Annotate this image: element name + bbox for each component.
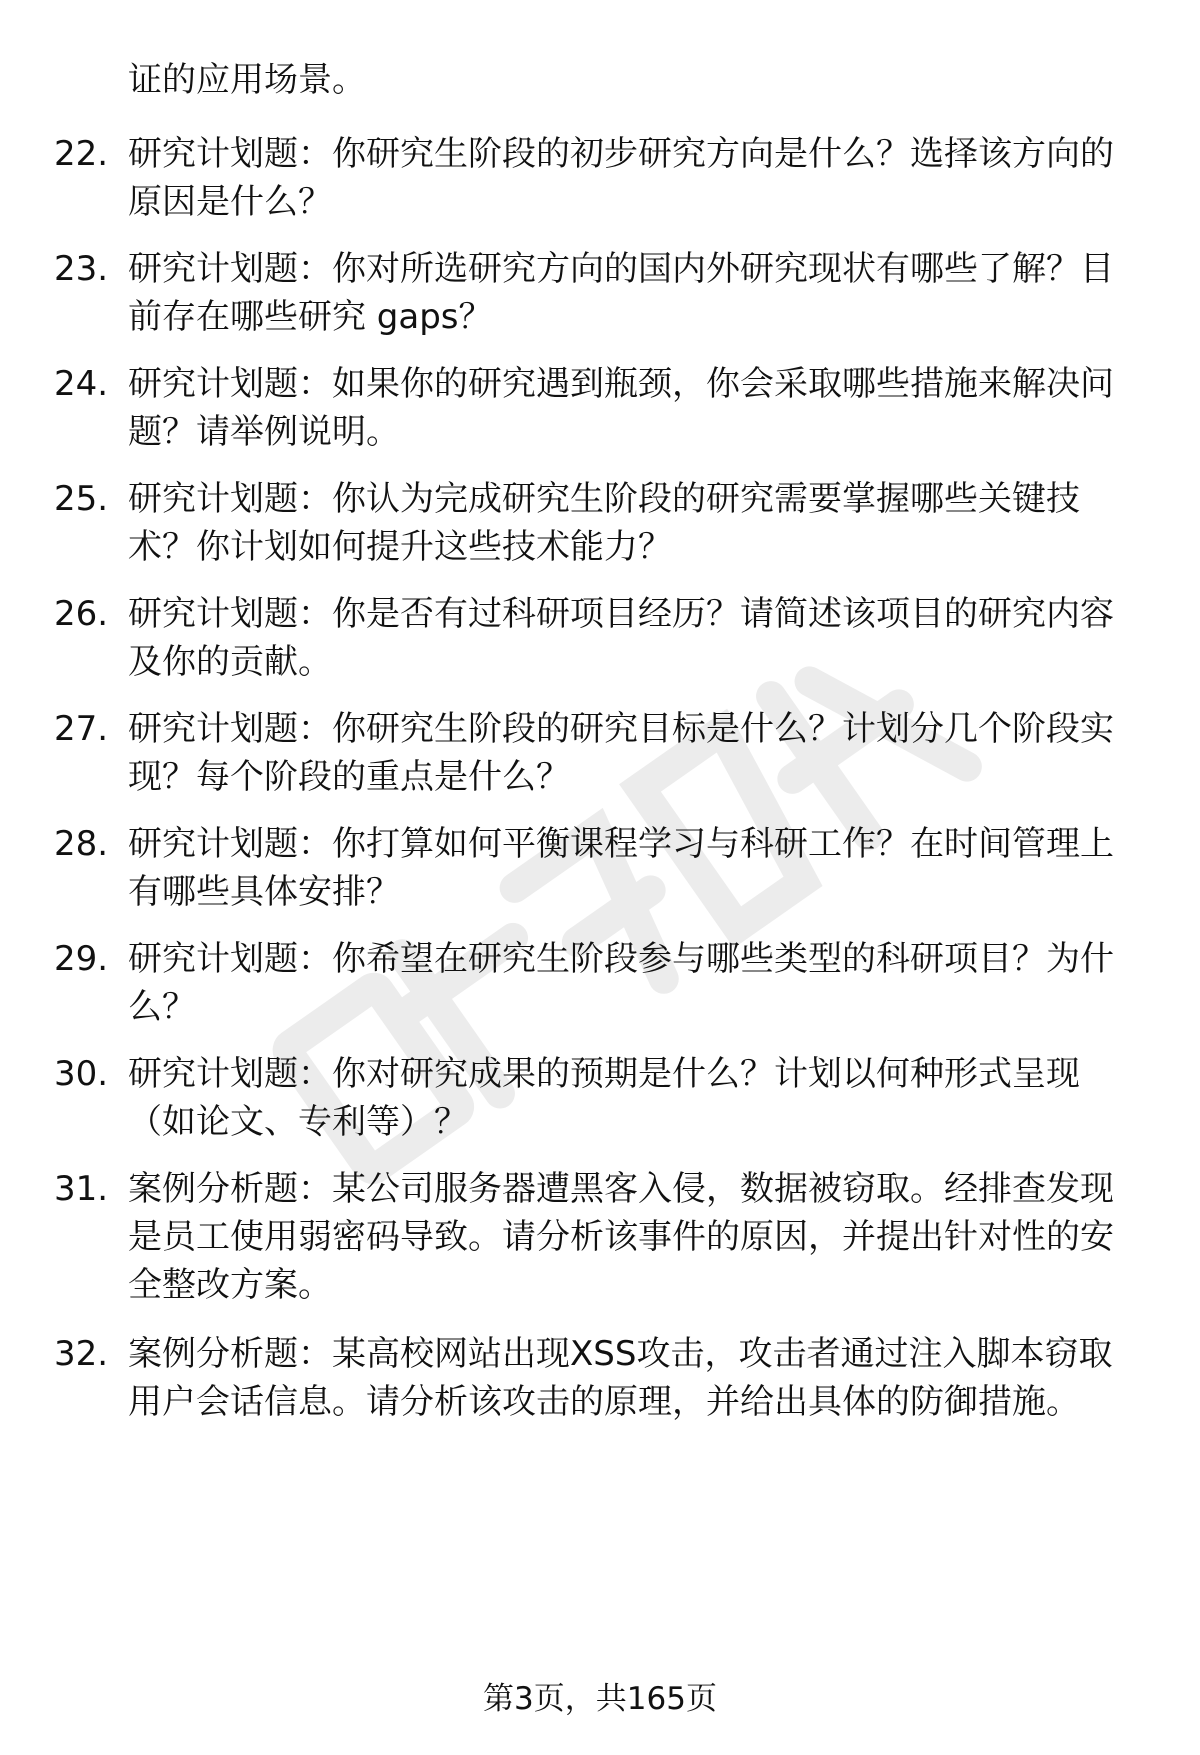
item-number: 23. xyxy=(54,249,109,289)
item-number: 28. xyxy=(54,824,109,864)
item-text: 研究计划题：你对研究成果的预期是什么？计划以何种形式呈现（如论文、专利等）？ xyxy=(128,1054,1080,1142)
item-number: 27. xyxy=(54,709,109,749)
item-number: 24. xyxy=(54,364,109,404)
item-text: 研究计划题：你打算如何平衡课程学习与科研工作？在时间管理上有哪些具体安排？ xyxy=(128,824,1114,912)
item-number: 25. xyxy=(54,479,109,519)
item-text: 研究计划题：你是否有过科研项目经历？请简述该项目的研究内容及你的贡献。 xyxy=(128,594,1114,682)
item-text: 案例分析题：某公司服务器遭黑客入侵，数据被窃取。经排查发现是员工使用弱密码导致。请分析该事件的原因，并提出针对性的安全整改方案。 xyxy=(128,1169,1114,1305)
item-text: 案例分析题：某高校网站出现XSS攻击，攻击者通过注入脚本窃取用户会话信息。请分析该攻击的原理，并给出具体的防御措施。 xyxy=(128,1334,1113,1422)
page-footer: 第3页，共165页 xyxy=(483,1681,717,1717)
item-number: 29. xyxy=(54,939,109,979)
item-number: 30. xyxy=(54,1054,109,1094)
item-number: 22. xyxy=(54,134,109,174)
item-text: 研究计划题：你研究生阶段的研究目标是什么？计划分几个阶段实现？每个阶段的重点是什么？ xyxy=(128,709,1114,797)
item-number: 32. xyxy=(54,1334,109,1374)
item-number: 31. xyxy=(54,1169,109,1209)
item-text: 研究计划题：如果你的研究遇到瓶颈，你会采取哪些措施来解决问题？请举例说明。 xyxy=(128,364,1114,452)
item-number: 26. xyxy=(54,594,109,634)
item-text: 研究计划题：你对所选研究方向的国内外研究现状有哪些了解？目前存在哪些研究 gaps？ xyxy=(128,249,1114,337)
continuation-text: 证的应用场景。 xyxy=(128,60,366,100)
item-text: 研究计划题：你研究生阶段的初步研究方向是什么？选择该方向的原因是什么？ xyxy=(128,134,1114,222)
item-text: 研究计划题：你认为完成研究生阶段的研究需要掌握哪些关键技术？你计划如何提升这些技术能力？ xyxy=(128,479,1080,567)
item-text: 研究计划题：你希望在研究生阶段参与哪些类型的科研项目？为什么？ xyxy=(128,939,1114,1027)
